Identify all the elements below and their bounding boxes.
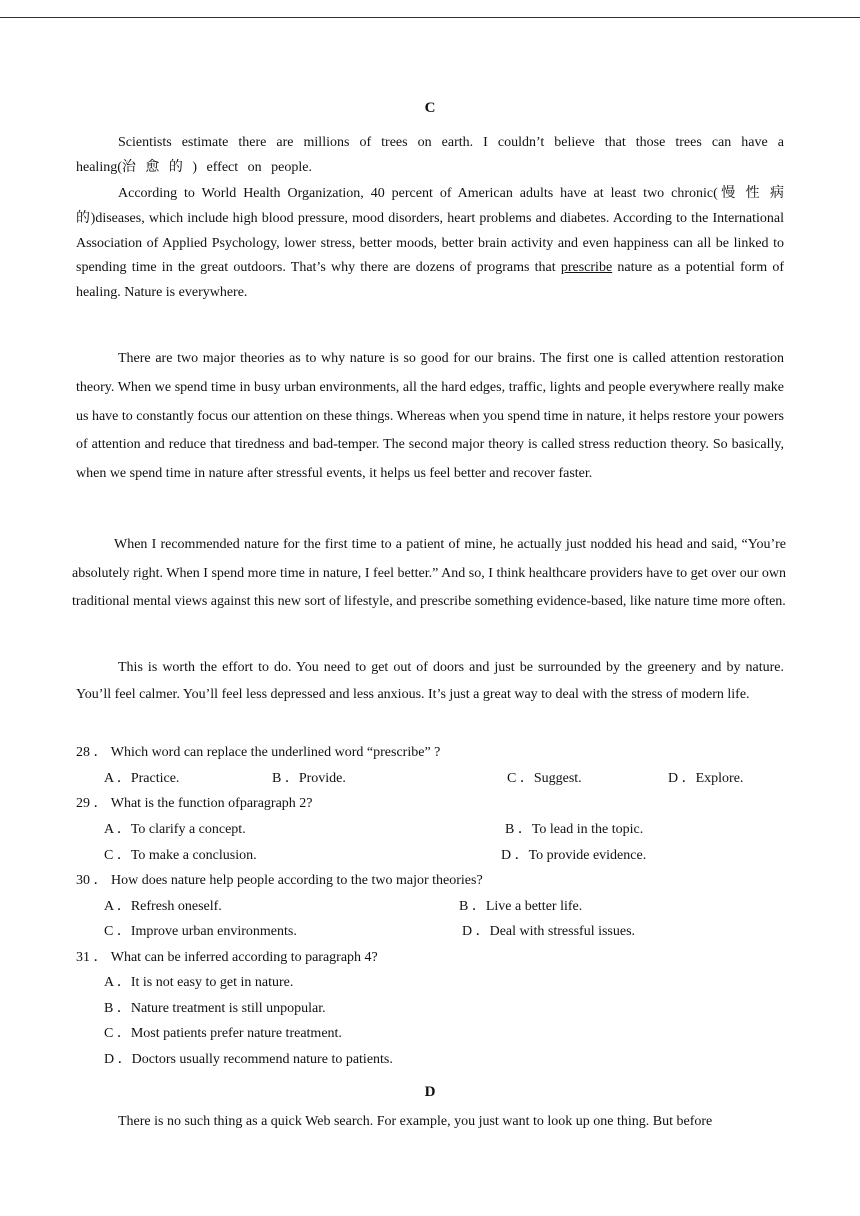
section-c-title: C (424, 100, 436, 116)
option-30-c[interactable]: C ．Improve urban environments. (104, 924, 297, 939)
question-text: What is the function ofparagraph 2? (110, 796, 313, 811)
option-28-c[interactable]: C ．Suggest. (507, 771, 582, 786)
question-number: 30 ． (76, 873, 108, 888)
section-c-paragraph-4: When I recommended nature for the first time to a patient of mine, he actually just nodded his head and said, “You’re absolutely right. When I spend more time in nature, I feel better.” And so, I think healthcare providers have to get over our own traditional mental views against this new sort of lifestyle, and prescribe something evidence-based, like nature time more often. (72, 537, 786, 609)
option-29-d[interactable]: D ．To provide evidence. (501, 848, 647, 863)
underlined-word-prescribe: prescribe (560, 260, 613, 276)
section-c-paragraph-2 (76, 182, 784, 306)
option-29-a[interactable]: A ．To clarify a concept. (104, 822, 246, 837)
option-30-b[interactable]: B ．Live a better life. (459, 899, 583, 914)
option-28-d[interactable]: D ．Explore. (668, 771, 744, 786)
question-text: Which word can replace the underlined word “prescribe” ? (110, 745, 441, 760)
question-text: How does nature help people according to the two major theories? (111, 873, 483, 888)
paragraph-2-text-a: According to World Health Organization, 40 percent of American adults have at least two chronic(慢 性 病 的)diseases, which include high blood pressure, mood disorders, heart problems and diabetes. According to the International Association of Applied Psychology, lower stress, better moods, better brain activity and even happiness can all be linked to spending time in the great outdoors. That’s why there are dozens of programs that (76, 186, 784, 276)
option-30-a[interactable]: A ．Refresh oneself. (104, 899, 222, 914)
section-c-paragraph-3: There are two major theories as to why nature is so good for our brains. The first one is called attention restoration theory. When we spend time in busy urban environments, all the hard edges, traffic, lights and people everywhere really make us have to constantly focus our attention on these things. Whereas when you spend time in nature, it helps restore your powers of attention and reduce that tiredness and bad-temper. The second major theory is called stress reduction theory. So basically, when we spend time in nature after stressful events, it helps us feel better and recover faster. (76, 351, 784, 482)
option-31-b[interactable]: B ．Nature treatment is still unpopular. (104, 1001, 326, 1016)
question-28 (76, 741, 440, 761)
option-29-c[interactable]: C ．To make a conclusion. (104, 848, 257, 863)
paragraph-2-text-b: nature as a potential form of healing. Nature is everywhere. (76, 260, 785, 301)
section-c-paragraph-5: This is worth the effort to do. You need to get out of doors and just be surrounded by the greenery and by nature. You’ll feel calmer. You’ll feel less depressed and less anxious. It’s just a great way to deal with the stress of modern life. (76, 660, 784, 702)
question-text: What can be inferred according to paragraph 4? (110, 950, 378, 965)
section-d-title: D (424, 1084, 436, 1100)
header-rule (0, 17, 860, 18)
question-30 (76, 869, 483, 889)
option-30-d[interactable]: D ．Deal with stressful issues. (462, 924, 636, 939)
question-number: 31 ． (76, 950, 108, 965)
question-number: 29 ． (76, 796, 108, 811)
option-28-b[interactable]: B ．Provide. (272, 771, 346, 786)
option-31-d[interactable]: D ．Doctors usually recommend nature to patients. (104, 1052, 393, 1067)
option-31-a[interactable]: A ．It is not easy to get in nature. (104, 975, 294, 990)
question-number: 28 ． (76, 745, 108, 760)
section-d-paragraph-1: There is no such thing as a quick Web search. For example, you just want to look up one thing. But before (118, 1114, 713, 1129)
option-29-b[interactable]: B ．To lead in the topic. (505, 822, 644, 837)
question-31 (76, 946, 378, 966)
option-31-c[interactable]: C ．Most patients prefer nature treatment. (104, 1026, 342, 1041)
option-28-a[interactable]: A ．Practice. (104, 771, 180, 786)
section-c-paragraph-1: Scientists estimate there are millions of trees on earth. I couldn’t believe that those trees can have a healing(治 愈 的 ) effect on people. (76, 135, 784, 175)
question-29 (76, 792, 313, 812)
